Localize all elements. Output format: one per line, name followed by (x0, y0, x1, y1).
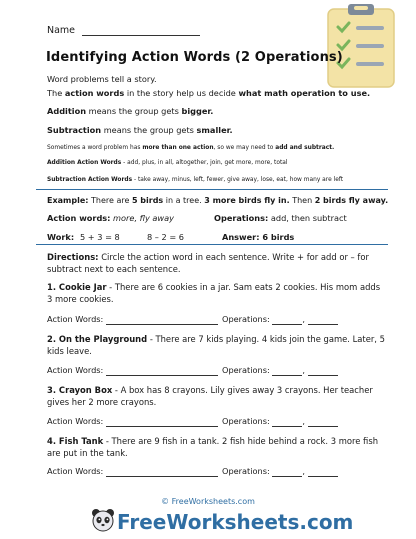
footer-copyright: © FreeWorksheets.com (161, 497, 255, 506)
action-words-blank[interactable] (106, 315, 218, 325)
operation-blank-1[interactable] (272, 315, 302, 325)
problem-2-answer-row: Action Words: (47, 365, 218, 376)
subtraction-action-words: Subtraction Action Words - take away, minus, left, fewer, give away, lose, eat, how many are left (47, 177, 344, 183)
example-answer: Answer: 6 birds (222, 232, 295, 242)
problem-3-operations-row: Operations: , (222, 416, 338, 427)
intro-line-2: The action words in the story help us decide what math operation to use. (47, 88, 371, 98)
operation-blank-1[interactable] (272, 417, 302, 427)
footer-brand[interactable]: FreeWorksheets.com (117, 510, 354, 534)
worksheet-title: Identifying Action Words (2 Operations) (46, 50, 343, 65)
directions: Directions: Circle the action word in each sentence. Write + for add or – for subtract next to each sentence. (47, 252, 369, 274)
intro-line-1: Word problems tell a story. (47, 74, 157, 84)
divider-bottom (36, 244, 388, 245)
example-sentence: Example: There are 5 birds in a tree. 3 more birds fly in. Then 2 birds fly away. (47, 196, 389, 205)
problem-2: 2. On the Playground - There are 7 kids playing. 4 kids join the game. Later, 5 kids leave. (47, 334, 385, 356)
name-label: Name (47, 25, 76, 36)
name-row (47, 25, 200, 36)
clipboard-checklist-icon (318, 3, 410, 91)
example-operations: Operations: add, then subtract (214, 213, 347, 223)
problem-1-operations-row: Operations: , (222, 314, 338, 325)
operation-blank-1[interactable] (272, 467, 302, 477)
problem-4-answer-row: Action Words: (47, 466, 218, 477)
example-action-words: Action words: more, fly away (47, 213, 174, 223)
operation-blank-2[interactable] (308, 315, 338, 325)
action-words-blank[interactable] (106, 366, 218, 376)
multi-action-note: Sometimes a word problem has more than one action, so we may need to add and subtract. (47, 145, 335, 151)
problem-3-answer-row: Action Words: (47, 416, 218, 427)
operation-blank-1[interactable] (272, 366, 302, 376)
addition-action-words: Addition Action Words - add, plus, in all, altogether, join, get more, more, total (47, 160, 288, 166)
operation-blank-2[interactable] (308, 417, 338, 427)
operation-blank-2[interactable] (308, 366, 338, 376)
example-work-step-1: 5 + 3 = 8 (80, 232, 120, 242)
subtraction-definition: Subtraction means the group gets smaller. (47, 125, 233, 135)
problem-2-operations-row: Operations: , (222, 365, 338, 376)
problem-4-operations-row: Operations: , (222, 466, 338, 477)
operation-blank-2[interactable] (308, 467, 338, 477)
problem-3: 3. Crayon Box - A box has 8 crayons. Lily gives away 3 crayons. Her teacher gives her 2 more crayons. (47, 385, 373, 407)
addition-definition: Addition means the group gets bigger. (47, 106, 214, 116)
panda-logo-icon (91, 508, 115, 532)
action-words-blank[interactable] (106, 417, 218, 427)
example-work: Work: (47, 232, 75, 242)
action-words-blank[interactable] (106, 467, 218, 477)
problem-1: 1. Cookie Jar - There are 6 cookies in a jar. Sam eats 2 cookies. His mom adds 3 more cookies. (47, 282, 381, 304)
example-work-step-2: 8 – 2 = 6 (147, 232, 184, 242)
name-input-line[interactable] (82, 26, 200, 36)
divider-top (36, 189, 388, 190)
problem-4: 4. Fish Tank - There are 9 fish in a tank. 2 fish hide behind a rock. 3 more fish are put in the tank. (47, 436, 378, 458)
problem-1-answer-row: Action Words: (47, 314, 218, 325)
